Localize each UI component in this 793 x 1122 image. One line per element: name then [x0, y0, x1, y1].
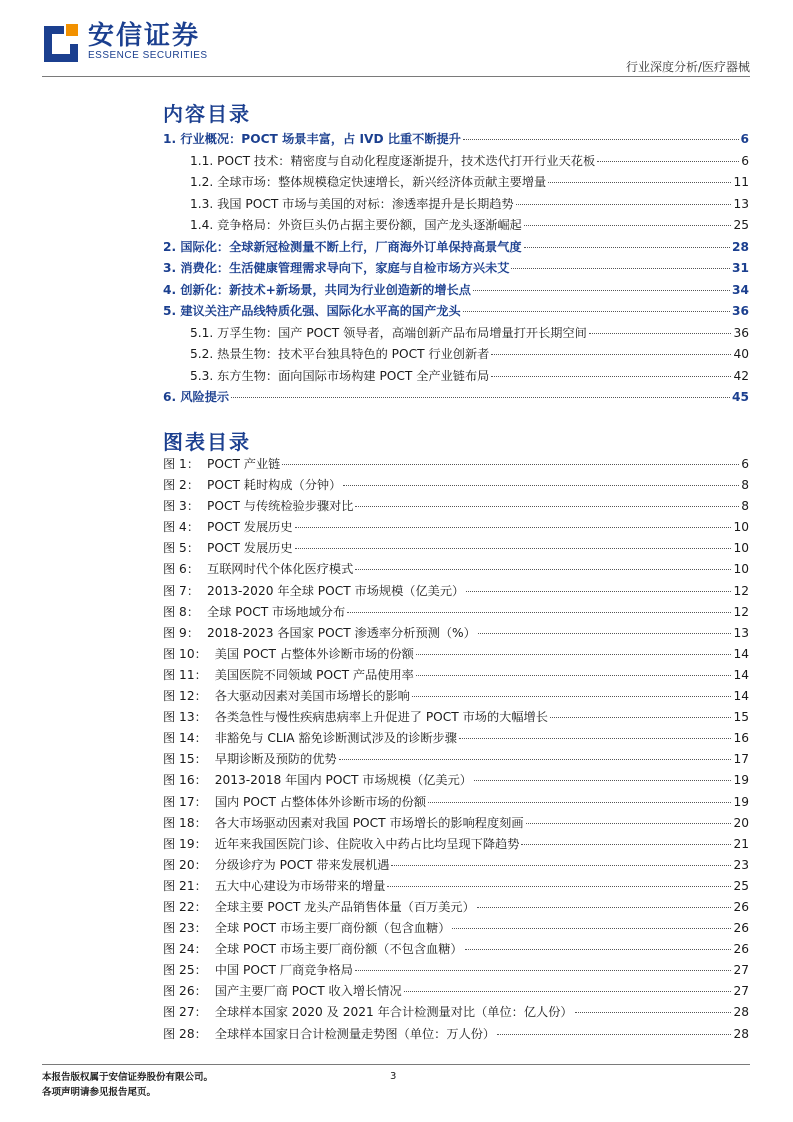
figure-title: POCT 发展历史 — [207, 541, 293, 556]
toc-entry[interactable] — [163, 367, 749, 389]
figure-page-number: 14 — [733, 646, 749, 661]
figure-label: 图 13： — [163, 710, 207, 725]
figure-entry[interactable] — [163, 476, 749, 497]
toc-entry[interactable] — [163, 173, 749, 195]
figure-entry[interactable] — [163, 1025, 749, 1046]
dot-leader — [548, 182, 731, 183]
figure-page-number: 21 — [733, 836, 749, 851]
figure-entry[interactable] — [163, 877, 749, 898]
figure-page-number: 28 — [733, 1026, 749, 1041]
dot-leader — [465, 949, 732, 950]
toc-page-number: 6 — [740, 132, 749, 146]
dot-leader — [355, 569, 731, 570]
dot-leader — [412, 696, 732, 697]
toc-entry-title: 竞争格局：外资巨头仍占据主要份额，国产龙头逐渐崛起 — [217, 218, 522, 232]
figure-title: 美国 POCT 占整体外诊断市场的份额 — [214, 646, 414, 661]
figure-page-number: 19 — [733, 794, 749, 809]
figure-entry[interactable] — [163, 982, 749, 1003]
toc-entry[interactable] — [163, 195, 749, 217]
figure-page-number: 20 — [733, 815, 749, 830]
figure-label: 图 19： — [163, 836, 207, 851]
figure-label: 图 28： — [163, 1026, 207, 1041]
dot-leader — [347, 612, 731, 613]
figure-title: 早期诊断及预防的优势 — [214, 752, 337, 767]
toc-page-number: 11 — [733, 175, 749, 189]
figure-entry[interactable] — [163, 750, 749, 771]
figure-page-number: 26 — [733, 899, 749, 914]
figures-title: 图表目录 — [163, 430, 251, 454]
figure-label: 图 12： — [163, 689, 207, 704]
figure-entry[interactable] — [163, 856, 749, 877]
toc-entry[interactable] — [163, 345, 749, 367]
logo-english-name: ESSENCE SECURITIES — [88, 50, 208, 61]
toc-entry-text — [163, 281, 471, 298]
figure-title: 全球 POCT 市场主要厂商份额（包含血糖） — [214, 921, 451, 936]
toc-page-number: 36 — [732, 304, 749, 318]
toc-page-number: 34 — [732, 282, 749, 297]
figure-title: 全球样本国家 2020 及 2021 年合计检测量对比（单位：亿人份） — [214, 1005, 573, 1020]
figure-entry[interactable] — [163, 793, 749, 814]
dot-leader — [463, 311, 730, 312]
figure-label: 图 4： — [163, 520, 200, 535]
toc-entry-text — [163, 302, 461, 319]
toc-page-number: 31 — [732, 261, 749, 275]
figure-title: 全球主要 POCT 龙头产品销售体量（百万美元） — [214, 899, 475, 914]
figure-page-number: 10 — [733, 562, 749, 577]
toc-page-number: 28 — [732, 239, 749, 254]
dot-leader — [428, 802, 731, 803]
dot-leader — [491, 376, 731, 377]
figure-title: 2018-2023 各国家 POCT 渗透率分析预测（%） — [207, 625, 476, 640]
page-header — [0, 0, 793, 80]
dot-leader — [491, 354, 731, 355]
figure-label: 图 9： — [163, 625, 200, 640]
copyright-notice: 本报告版权属于安信证券股份有限公司。 — [42, 1072, 214, 1083]
figure-entry[interactable] — [163, 582, 749, 603]
dot-leader — [524, 247, 730, 248]
toc-entry-title: 东方生物：面向国际市场构建 POCT 全产业链布局 — [217, 368, 490, 383]
toc-entry-number: 3. — [163, 261, 177, 275]
figure-entry[interactable] — [163, 919, 749, 940]
figure-page-number: 19 — [733, 773, 749, 788]
figure-title: 非豁免与 CLIA 豁免诊断测试涉及的诊断步骤 — [214, 731, 457, 746]
figure-page-number: 13 — [733, 625, 749, 640]
figure-entry[interactable] — [163, 1003, 749, 1024]
figure-page-number: 8 — [741, 478, 749, 493]
dot-leader — [391, 865, 731, 866]
dot-leader — [463, 139, 739, 140]
toc-entry[interactable] — [163, 152, 749, 174]
dot-leader — [355, 506, 739, 507]
page-number: 3 — [390, 1071, 397, 1082]
footer-disclaimer — [42, 1070, 213, 1100]
toc-entry-text — [190, 173, 546, 190]
toc-entry-number: 1.4. — [190, 218, 214, 232]
figure-entry[interactable] — [163, 666, 749, 687]
dot-leader — [550, 717, 732, 718]
toc-entry-title: 我国 POCT 市场与美国的对标：渗透率提升是长期趋势 — [217, 196, 514, 211]
dot-leader — [474, 780, 732, 781]
figure-title: POCT 与传统检验步骤对比 — [207, 499, 354, 514]
figure-title: POCT 耗时构成（分钟） — [207, 478, 342, 493]
figure-label: 图 7： — [163, 583, 200, 598]
toc-entry-number: 5.3. — [190, 368, 214, 383]
figure-page-number: 6 — [741, 457, 749, 471]
figure-title: 各类急性与慢性疾病患病率上升促进了 POCT 市场的大幅增长 — [214, 710, 548, 725]
figure-title: 全球 POCT 市场主要厂商份额（不包含血糖） — [214, 942, 463, 957]
figure-label: 图 11： — [163, 667, 207, 682]
toc-entry-text — [190, 367, 489, 384]
figure-label: 图 20： — [163, 857, 207, 872]
toc-entry[interactable] — [163, 302, 749, 324]
figure-title: POCT 产业链 — [207, 457, 281, 471]
figure-page-number: 12 — [733, 583, 749, 598]
logo-chinese-name: 安信证券 — [88, 21, 201, 51]
disclaimer-notice: 各项声明请参见报告尾页。 — [42, 1087, 157, 1098]
figure-title: 2013-2018 年国内 POCT 市场规模（亿美元） — [214, 773, 472, 788]
toc-entry[interactable] — [163, 130, 749, 152]
dot-leader — [452, 928, 731, 929]
figure-entry[interactable] — [163, 455, 749, 476]
toc-entry-number: 1.3. — [190, 196, 214, 211]
dot-leader — [597, 161, 739, 162]
toc-entry-number: 1.2. — [190, 175, 214, 189]
toc-entry-number: 5. — [163, 304, 177, 318]
figure-entry[interactable] — [163, 708, 749, 729]
dot-leader — [516, 204, 732, 205]
company-logo — [42, 22, 208, 62]
toc-page-number: 36 — [733, 325, 749, 340]
footer-divider — [42, 1064, 750, 1065]
dot-leader — [478, 633, 732, 634]
toc-entry-title: 消费化：生活健康管理需求导向下，家庭与自检市场方兴未艾 — [180, 261, 510, 275]
dot-leader — [387, 886, 731, 887]
figure-title: 中国 POCT 厂商竞争格局 — [214, 963, 353, 978]
dot-leader — [589, 333, 732, 334]
figure-entry[interactable] — [163, 898, 749, 919]
figure-page-number: 14 — [733, 689, 749, 704]
toc-entry-title: 创新化：新技术+新场景，共同为行业创造新的增长点 — [180, 282, 471, 297]
figure-title: 近年来我国医院门诊、住院收入中药占比均呈现下降趋势 — [214, 836, 520, 851]
figure-label: 图 2： — [163, 478, 200, 493]
figure-entry[interactable] — [163, 603, 749, 624]
toc-entry[interactable] — [163, 216, 749, 238]
figure-page-number: 8 — [741, 499, 749, 514]
dot-leader — [497, 1034, 731, 1035]
figure-entry[interactable] — [163, 940, 749, 961]
toc-entry-number: 2. — [163, 239, 177, 254]
table-of-contents — [163, 130, 749, 410]
figure-label: 图 8： — [163, 604, 200, 619]
toc-page-number: 25 — [733, 218, 749, 232]
figure-page-number: 14 — [733, 667, 749, 682]
header-divider — [42, 76, 750, 77]
figure-entry[interactable] — [163, 729, 749, 750]
toc-entry-text — [190, 216, 522, 233]
toc-entry-text — [163, 238, 522, 255]
toc-entry-text — [163, 259, 509, 276]
report-category: 行业深度分析/医疗器械 — [625, 60, 750, 74]
toc-entry[interactable] — [163, 388, 749, 410]
dot-leader — [355, 970, 732, 971]
figure-label: 图 27： — [163, 1005, 207, 1020]
figure-entry[interactable] — [163, 814, 749, 835]
figure-page-number: 10 — [733, 520, 749, 535]
toc-page-number: 13 — [733, 196, 749, 211]
dot-leader — [416, 654, 732, 655]
figure-label: 图 26： — [163, 984, 207, 999]
toc-entry-number: 5.1. — [190, 325, 214, 340]
figure-entry[interactable] — [163, 539, 749, 560]
toc-entry-title: 全球市场：整体规模稳定快速增长，新兴经济体贡献主要增量 — [217, 175, 547, 189]
figure-label: 图 24： — [163, 942, 207, 957]
toc-entry-title: 风险提示 — [180, 390, 230, 404]
toc-entry[interactable] — [163, 259, 749, 281]
toc-entry[interactable] — [163, 238, 749, 260]
dot-leader — [339, 759, 732, 760]
toc-entry-number: 4. — [163, 282, 177, 297]
figure-page-number: 16 — [733, 731, 749, 746]
figure-entry[interactable] — [163, 771, 749, 792]
toc-entry-title: 国际化：全球新冠检测量不断上行，厂商海外订单保持高景气度 — [180, 239, 522, 254]
contents-title: 内容目录 — [163, 102, 251, 126]
toc-page-number: 40 — [733, 347, 749, 361]
figure-page-number: 23 — [733, 857, 749, 872]
toc-entry-title: 万孚生物：国产 POCT 领导者，高端创新产品布局增量打开长期空间 — [217, 325, 587, 340]
dot-leader — [295, 527, 732, 528]
dot-leader — [416, 675, 732, 676]
dot-leader — [404, 991, 732, 992]
figure-entry[interactable] — [163, 687, 749, 708]
dot-leader — [575, 1012, 732, 1013]
figure-page-number: 26 — [733, 921, 749, 936]
figure-entry[interactable] — [163, 645, 749, 666]
figure-title: POCT 发展历史 — [207, 520, 293, 535]
figure-label: 图 5： — [163, 541, 200, 556]
figure-title: 全球 POCT 市场地域分布 — [207, 604, 346, 619]
figure-title: 国内 POCT 占整体体外诊断市场的份额 — [214, 794, 427, 809]
toc-entry-number: 5.2. — [190, 347, 214, 361]
figure-title: 全球样本国家日合计检测量走势图（单位：万人份） — [214, 1026, 496, 1041]
toc-page-number: 42 — [733, 368, 749, 383]
dot-leader — [511, 268, 730, 269]
toc-entry-title: 建议关注产品线特质化强、国际化水平高的国产龙头 — [180, 304, 461, 318]
dot-leader — [524, 225, 732, 226]
figure-label: 图 14： — [163, 731, 207, 746]
figure-label: 图 16： — [163, 773, 207, 788]
dot-leader — [282, 464, 739, 465]
figure-entry[interactable] — [163, 961, 749, 982]
figure-page-number: 25 — [733, 878, 749, 893]
toc-entry-number: 1.1. — [190, 153, 214, 168]
toc-entry-number: 6. — [163, 390, 177, 404]
toc-page-number: 45 — [732, 390, 749, 404]
figure-label: 图 1： — [163, 457, 200, 471]
figure-title: 分级诊疗为 POCT 带来发展机遇 — [214, 857, 390, 872]
figure-entry[interactable] — [163, 835, 749, 856]
toc-entry[interactable] — [163, 281, 749, 303]
figure-label: 图 15： — [163, 752, 207, 767]
list-of-figures — [163, 455, 749, 1046]
toc-page-number: 6 — [741, 153, 749, 168]
figure-title: 美国医院不同领域 POCT 产品使用率 — [214, 667, 414, 682]
figure-page-number: 17 — [733, 752, 749, 767]
toc-entry-text — [190, 152, 595, 169]
figure-page-number: 26 — [733, 942, 749, 957]
figure-page-number: 10 — [733, 541, 749, 556]
figure-title: 各大市场驱动因素对我国 POCT 市场增长的影响程度刻画 — [214, 815, 524, 830]
logo-mark-icon — [42, 22, 80, 62]
figure-page-number: 28 — [733, 1005, 749, 1020]
figure-label: 图 25： — [163, 963, 207, 978]
figure-page-number: 27 — [733, 984, 749, 999]
figure-title: 五大中心建设为市场带来的增量 — [214, 878, 386, 893]
dot-leader — [526, 823, 732, 824]
dot-leader — [231, 397, 730, 398]
figure-entry[interactable] — [163, 624, 749, 645]
figure-label: 图 21： — [163, 878, 207, 893]
figure-label: 图 22： — [163, 899, 207, 914]
toc-entry-title: POCT 技术：精密度与自动化程度逐渐提升，技术迭代打开行业天花板 — [217, 153, 596, 168]
figure-label: 图 17： — [163, 794, 207, 809]
dot-leader — [473, 290, 730, 291]
dot-leader — [295, 548, 732, 549]
figure-label: 图 18： — [163, 815, 207, 830]
toc-entry-text — [190, 345, 489, 362]
toc-entry[interactable] — [163, 324, 749, 346]
figure-entry[interactable] — [163, 497, 749, 518]
toc-entry-text — [190, 324, 587, 341]
figure-title: 2013-2020 年全球 POCT 市场规模（亿美元） — [207, 583, 465, 598]
figure-label: 图 3： — [163, 499, 200, 514]
figure-title: 国产主要厂商 POCT 收入增长情况 — [214, 984, 402, 999]
toc-entry-text — [163, 388, 229, 405]
figure-entry[interactable] — [163, 518, 749, 539]
figure-label: 图 10： — [163, 646, 207, 661]
toc-entry-text — [163, 130, 461, 147]
toc-entry-title: 行业概况：POCT 场景丰富，占 IVD 比重不断提升 — [180, 132, 461, 146]
toc-entry-text — [190, 195, 514, 212]
figure-title: 各大驱动因素对美国市场增长的影响 — [214, 689, 410, 704]
toc-entry-title: 热景生物：技术平台独具特色的 POCT 行业创新者 — [217, 347, 490, 361]
figure-label: 图 23： — [163, 921, 207, 936]
figure-entry[interactable] — [163, 560, 749, 581]
toc-entry-number: 1. — [163, 132, 177, 146]
figure-page-number: 27 — [733, 963, 749, 978]
dot-leader — [477, 907, 732, 908]
dot-leader — [459, 738, 732, 739]
figure-page-number: 12 — [733, 604, 749, 619]
dot-leader — [466, 591, 731, 592]
figure-label: 图 6： — [163, 562, 200, 577]
figure-title: 互联网时代个体化医疗模式 — [207, 562, 354, 577]
dot-leader — [343, 485, 739, 486]
dot-leader — [521, 844, 731, 845]
figure-page-number: 15 — [733, 710, 749, 725]
